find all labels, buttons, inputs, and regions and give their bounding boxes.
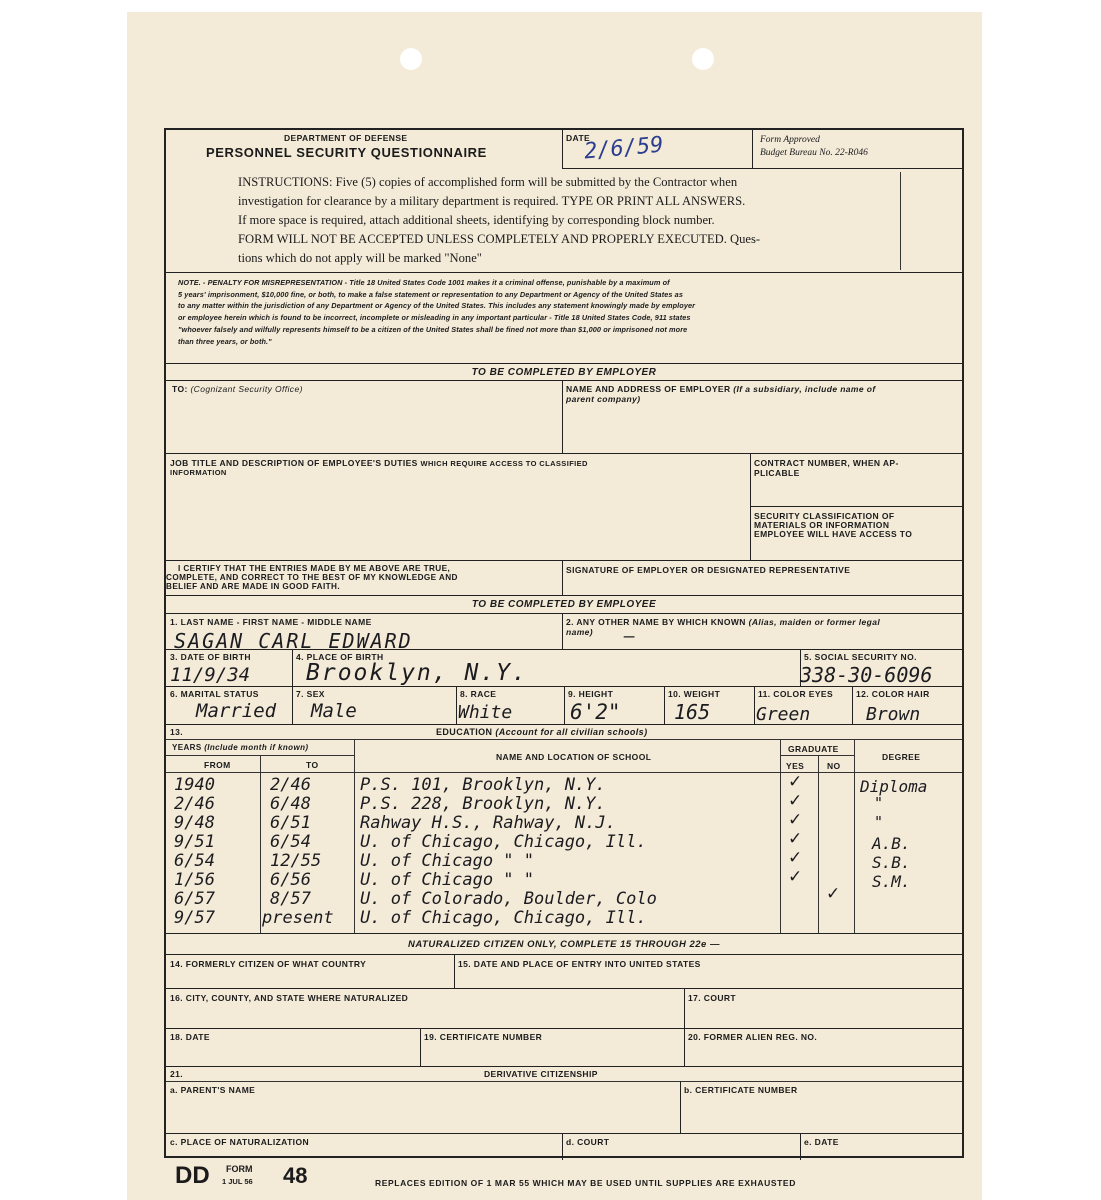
instruction-line: tions which do not apply will be marked "None" <box>238 251 482 265</box>
date-value: 2/6/59 <box>583 132 665 165</box>
edu-to: 6/51 <box>270 813 311 833</box>
weight-value: 165 <box>674 700 711 724</box>
note-line: to any matter within the jurisdiction of any Department or Agency of the United States. This includes any statement knowingly made by employer <box>178 301 696 311</box>
form-date: 1 JUL 56 <box>222 1177 253 1186</box>
note-line: NOTE. - PENALTY FOR MISREPRESENTATION - Title 18 United States Code 1001 makes it a criminal offense, punishable by a maximum of <box>178 278 670 287</box>
job-title-label-2: INFORMATION <box>170 468 227 477</box>
ssn-value: 338-30-6096 <box>800 663 933 687</box>
hair-color-value: Brown <box>866 704 921 725</box>
derivative-date-label: e. DATE <box>804 1137 839 1147</box>
ssn-label: 5. SOCIAL SECURITY NO. <box>804 652 917 662</box>
alien-reg-label: 20. FORMER ALIEN REG. NO. <box>688 1032 818 1042</box>
edu-degree: S.M. <box>872 872 911 891</box>
edu-degree: S.B. <box>872 853 911 872</box>
date-label: DATE <box>566 133 591 143</box>
edu-school: P.S. 101, Brooklyn, N.Y. <box>360 775 606 795</box>
certificate-number-label: 19. CERTIFICATE NUMBER <box>424 1032 543 1042</box>
signature-label: SIGNATURE OF EMPLOYER OR DESIGNATED REPRESENTATIVE <box>566 565 851 575</box>
derivative-court-label: d. COURT <box>566 1137 610 1147</box>
edu-from: 9/57 <box>174 908 215 928</box>
formerly-citizen-label: 14. FORMERLY CITIZEN OF WHAT COUNTRY <box>170 959 367 969</box>
job-title-label: JOB TITLE AND DESCRIPTION OF EMPLOYEE'S DUTIES WHICH REQUIRE ACCESS TO CLASSIFIED <box>170 458 588 468</box>
edu-to: 6/54 <box>270 832 311 852</box>
name-label: 1. LAST NAME - FIRST NAME - MIDDLE NAME <box>170 617 372 627</box>
classification-label-3: EMPLOYEE WILL HAVE ACCESS TO <box>754 529 913 539</box>
other-name-label: 2. ANY OTHER NAME BY WHICH KNOWN (Alias, maiden or former legal <box>566 617 881 627</box>
approval-line-1: Form Approved <box>760 135 820 145</box>
instruction-line: FORM WILL NOT BE ACCEPTED UNLESS COMPLETELY AND PROPERLY EXECUTED. Ques- <box>238 232 761 246</box>
edu-school: U. of Chicago, Chicago, Ill. <box>360 832 647 852</box>
employer-name-label: NAME AND ADDRESS OF EMPLOYER (If a subsidiary, include name of <box>566 384 876 394</box>
edu-to: 2/46 <box>270 775 311 795</box>
dob-label: 3. DATE OF BIRTH <box>170 652 251 662</box>
form-title: PERSONNEL SECURITY QUESTIONNAIRE <box>206 145 487 160</box>
classification-label: SECURITY CLASSIFICATION OF <box>754 511 895 521</box>
replaces-note: REPLACES EDITION OF 1 MAR 55 WHICH MAY BE USED UNTIL SUPPLIES ARE EXHAUSTED <box>375 1178 796 1188</box>
punch-hole-left <box>400 48 422 70</box>
eye-color-value: Green <box>756 704 811 725</box>
from-label: FROM <box>204 760 231 770</box>
security-questionnaire-form <box>164 128 964 1158</box>
certify-line-3: BELIEF AND ARE MADE IN GOOD FAITH. <box>166 582 341 591</box>
edu-to: 8/57 <box>270 889 311 909</box>
edu-yes-check: ✓ <box>788 848 803 868</box>
edu-from: 9/48 <box>174 813 215 833</box>
note-line: "whoever falsely and wilfully represents himself to be a citizen of the United States shall be fined not more than $1,000 or imprisoned not more <box>178 324 688 334</box>
derivative-title: DERIVATIVE CITIZENSHIP <box>484 1069 598 1079</box>
other-name-value: — <box>624 626 635 647</box>
punch-hole-right <box>692 48 714 70</box>
school-label: NAME AND LOCATION OF SCHOOL <box>496 752 652 762</box>
approval-line-2: Budget Bureau No. 22-R046 <box>760 148 868 158</box>
instructions-block <box>238 173 898 268</box>
edu-from: 6/54 <box>174 851 215 871</box>
edu-yes-check: ✓ <box>788 772 803 792</box>
race-label: 8. RACE <box>460 689 497 699</box>
penalty-note <box>178 277 695 347</box>
no-label: NO <box>827 761 841 771</box>
name-value: SAGAN CARL EDWARD <box>174 629 413 653</box>
employer-name-sub: parent company) <box>566 394 641 404</box>
employee-section-title: TO BE COMPLETED BY EMPLOYEE <box>471 599 657 610</box>
education-block-number: 13. <box>170 727 184 737</box>
edu-from: 6/57 <box>174 889 215 909</box>
sex-value: Male <box>311 700 357 722</box>
edu-degree: Diploma <box>860 777 928 796</box>
edu-school: U. of Chicago " " <box>360 851 534 871</box>
education-title: EDUCATION (Account for all civilian schools) <box>436 727 648 737</box>
instruction-line: investigation for clearance by a military department is required. TYPE OR PRINT ALL ANSWERS. <box>238 194 746 208</box>
edu-school: P.S. 228, Brooklyn, N.Y. <box>360 794 606 814</box>
marital-label: 6. MARITAL STATUS <box>170 689 259 699</box>
edu-school: Rahway H.S., Rahway, N.J. <box>360 813 616 833</box>
edu-from: 1/56 <box>174 870 215 890</box>
sex-label: 7. SEX <box>296 689 325 699</box>
note-line: or employee herein which is found to be incorrect, incomplete or misleading in any important particular - Title 18 United States Code, 911 states <box>178 313 691 323</box>
edu-school: U. of Colorado, Boulder, Colo <box>360 889 657 909</box>
graduate-label: GRADUATE <box>788 744 839 754</box>
date-18-label: 18. DATE <box>170 1032 210 1042</box>
weight-label: 10. WEIGHT <box>668 689 721 699</box>
hair-color-label: 12. COLOR HAIR <box>856 689 930 699</box>
edu-school: U. of Chicago " " <box>360 870 534 890</box>
certify-line-2: COMPLETE, AND CORRECT TO THE BEST OF MY KNOWLEDGE AND <box>166 573 458 582</box>
naturalized-title: NATURALIZED CITIZEN ONLY, COMPLETE 15 THROUGH 22e — <box>408 939 720 950</box>
certify-line-1: I CERTIFY THAT THE ENTRIES MADE BY ME ABOVE ARE TRUE, <box>178 564 451 573</box>
instruction-line: INSTRUCTIONS: Five (5) copies of accomplished form will be submitted by the Contractor when <box>238 175 738 189</box>
note-line: 5 years' imprisonment, $10,000 fine, or both, to make a false statement or representation to any Department or Agency of the United States as <box>178 289 683 299</box>
edu-to: present <box>262 908 334 928</box>
edu-to: 6/48 <box>270 794 311 814</box>
edu-yes-check: ✓ <box>788 791 803 811</box>
edu-from: 9/51 <box>174 832 215 852</box>
marital-value: Married <box>196 700 277 722</box>
contract-number-label-2: PLICABLE <box>754 468 800 478</box>
edu-school: U. of Chicago, Chicago, Ill. <box>360 908 647 928</box>
other-name-sub: name) <box>566 627 594 637</box>
place-of-naturalization-label: c. PLACE OF NATURALIZATION <box>170 1137 309 1147</box>
edu-yes-check: ✓ <box>788 867 803 887</box>
naturalized-where-label: 16. CITY, COUNTY, AND STATE WHERE NATURALIZED <box>170 993 409 1003</box>
edu-from: 2/46 <box>174 794 215 814</box>
edu-no-check: ✓ <box>826 884 841 904</box>
edu-yes-check: ✓ <box>788 829 803 849</box>
edu-yes-check: ✓ <box>788 810 803 830</box>
classification-label-2: MATERIALS OR INFORMATION <box>754 520 890 530</box>
edu-from: 1940 <box>174 775 215 795</box>
to-label: TO: (Cognizant Security Office) <box>172 384 303 394</box>
height-value: 6'2" <box>570 700 621 724</box>
degree-label: DEGREE <box>882 752 921 762</box>
instruction-line: If more space is required, attach additional sheets, identifying by corresponding block number. <box>238 213 715 227</box>
dob-value: 11/9/34 <box>170 664 251 686</box>
employer-section-title: TO BE COMPLETED BY EMPLOYER <box>471 367 657 378</box>
contract-number-label: CONTRACT NUMBER, WHEN AP- <box>754 458 899 468</box>
birthplace-label: 4. PLACE OF BIRTH <box>296 652 384 662</box>
edu-degree: " <box>874 813 884 831</box>
birthplace-value: Brooklyn, N.Y. <box>306 660 528 686</box>
yes-label: YES <box>786 761 805 771</box>
height-label: 9. HEIGHT <box>568 689 614 699</box>
edu-degree: A.B. <box>872 834 911 853</box>
edu-to: 12/55 <box>270 851 322 871</box>
block-21-label: 21. <box>170 1069 184 1079</box>
form-number: 48 <box>283 1163 308 1188</box>
eye-color-label: 11. COLOR EYES <box>758 689 834 699</box>
court-label: 17. COURT <box>688 993 736 1003</box>
edu-degree: " <box>874 794 884 812</box>
form-word: FORM <box>226 1164 253 1174</box>
to-label-col: TO <box>306 760 319 770</box>
edu-to: 6/56 <box>270 870 311 890</box>
derivative-certificate-label: b. CERTIFICATE NUMBER <box>684 1085 798 1095</box>
parent-name-label: a. PARENT'S NAME <box>170 1085 256 1095</box>
entry-label: 15. DATE AND PLACE OF ENTRY INTO UNITED STATES <box>458 959 701 969</box>
department-label: DEPARTMENT OF DEFENSE <box>284 133 408 143</box>
note-line: than three years, or both." <box>178 336 272 346</box>
years-label: YEARS (Include month if known) <box>172 743 309 752</box>
dd-mark: DD <box>175 1162 210 1189</box>
race-value: White <box>458 702 513 723</box>
